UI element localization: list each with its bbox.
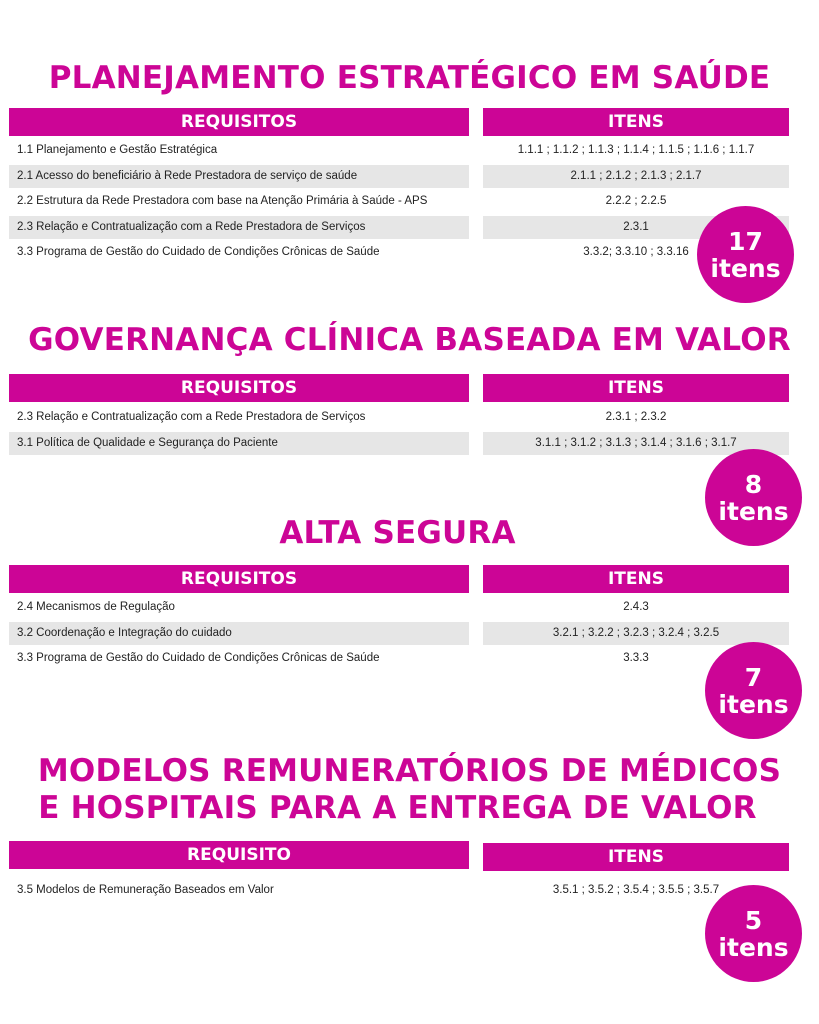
requisito-cell: 3.2 Coordenação e Integração do cuidado bbox=[9, 622, 469, 645]
badge-label: itens bbox=[710, 253, 781, 283]
table-row bbox=[0, 596, 819, 622]
section-title-planejamento: PLANEJAMENTO ESTRATÉGICO EM SAÚDE bbox=[48, 60, 771, 96]
itens-cell: 3.2.1 ; 3.2.2 ; 3.2.3 ; 3.2.4 ; 3.2.5 bbox=[483, 622, 789, 645]
requisito-cell: 2.1 Acesso do beneficiário à Rede Prestadora de serviço de saúde bbox=[9, 165, 469, 188]
requisito-cell: 2.3 Relação e Contratualização com a Rede Prestadora de Serviços bbox=[17, 411, 366, 423]
itens-cell: 2.3.1 bbox=[483, 216, 789, 239]
header-requisitos: REQUISITOS bbox=[9, 565, 469, 593]
itens-cell: 1.1.1 ; 1.1.2 ; 1.1.3 ; 1.1.4 ; 1.1.5 ; 1.1.6 ; 1.1.7 bbox=[517, 144, 755, 156]
requisito-cell: 3.3 Programa de Gestão do Cuidado de Condições Crônicas de Saúde bbox=[17, 246, 380, 258]
table-row bbox=[0, 190, 819, 216]
itens-cell: 3.3.3 bbox=[623, 652, 649, 664]
header-requisitos: REQUISITOS bbox=[9, 374, 469, 402]
table-row bbox=[0, 879, 819, 905]
badge-number: 5 bbox=[744, 905, 763, 935]
table-governanca bbox=[0, 406, 819, 457]
header-requisitos: REQUISITOS bbox=[9, 108, 469, 136]
requisito-cell: 2.2 Estrutura da Rede Prestadora com base na Atenção Primária à Saúde - APS bbox=[17, 195, 428, 207]
header-requisito: REQUISITO bbox=[9, 841, 469, 869]
section-title-modelos-line1: MODELOS REMUNERATÓRIOS DE MÉDICOS bbox=[37, 753, 782, 789]
requisito-cell: 2.4 Mecanismos de Regulação bbox=[17, 601, 175, 613]
section-title-governanca: GOVERNANÇA CLÍNICA BASEADA EM VALOR bbox=[28, 322, 791, 358]
itens-cell: 2.2.2 ; 2.2.5 bbox=[605, 195, 667, 207]
itens-cell: 2.1.1 ; 2.1.2 ; 2.1.3 ; 2.1.7 bbox=[483, 165, 789, 188]
item-count-badge bbox=[705, 885, 802, 982]
badge-number: 17 bbox=[728, 226, 763, 256]
header-itens: ITENS bbox=[483, 374, 789, 402]
item-count-badge bbox=[705, 642, 802, 739]
table-row bbox=[0, 432, 819, 458]
itens-cell: 3.5.1 ; 3.5.2 ; 3.5.4 ; 3.5.5 ; 3.5.7 bbox=[552, 884, 720, 896]
itens-cell: 2.4.3 bbox=[623, 601, 649, 613]
section-title-modelos-line2: E HOSPITAIS PARA A ENTREGA DE VALOR bbox=[38, 790, 757, 826]
requisito-cell: 3.3 Programa de Gestão do Cuidado de Condições Crônicas de Saúde bbox=[17, 652, 380, 664]
requisito-cell: 3.1 Política de Qualidade e Segurança do Paciente bbox=[9, 432, 469, 455]
requisito-cell: 1.1 Planejamento e Gestão Estratégica bbox=[17, 144, 218, 156]
itens-cell: 3.1.1 ; 3.1.2 ; 3.1.3 ; 3.1.4 ; 3.1.6 ; 3.1.7 bbox=[483, 432, 789, 455]
table-row bbox=[0, 139, 819, 165]
table-row bbox=[0, 622, 819, 648]
badge-number: 8 bbox=[744, 469, 763, 499]
header-itens: ITENS bbox=[483, 565, 789, 593]
item-count-badge bbox=[697, 206, 794, 303]
table-row bbox=[0, 165, 819, 191]
requisito-cell: 3.5 Modelos de Remuneração Baseados em Valor bbox=[17, 884, 274, 896]
itens-cell: 2.3.1 ; 2.3.2 bbox=[605, 411, 667, 423]
header-itens: ITENS bbox=[483, 843, 789, 871]
table-row bbox=[0, 406, 819, 432]
badge-label: itens bbox=[718, 496, 789, 526]
itens-cell: 3.3.2; 3.3.10 ; 3.3.16 bbox=[583, 246, 689, 258]
badge-label: itens bbox=[718, 689, 789, 719]
table-alta-segura bbox=[0, 596, 819, 673]
badge-number: 7 bbox=[744, 662, 763, 692]
table-row bbox=[0, 647, 819, 673]
section-title-alta-segura: ALTA SEGURA bbox=[279, 515, 516, 551]
badge-label: itens bbox=[718, 932, 789, 962]
requisito-cell: 2.3 Relação e Contratualização com a Rede Prestadora de Serviços bbox=[9, 216, 469, 239]
table-modelos bbox=[0, 879, 819, 905]
header-itens: ITENS bbox=[483, 108, 789, 136]
